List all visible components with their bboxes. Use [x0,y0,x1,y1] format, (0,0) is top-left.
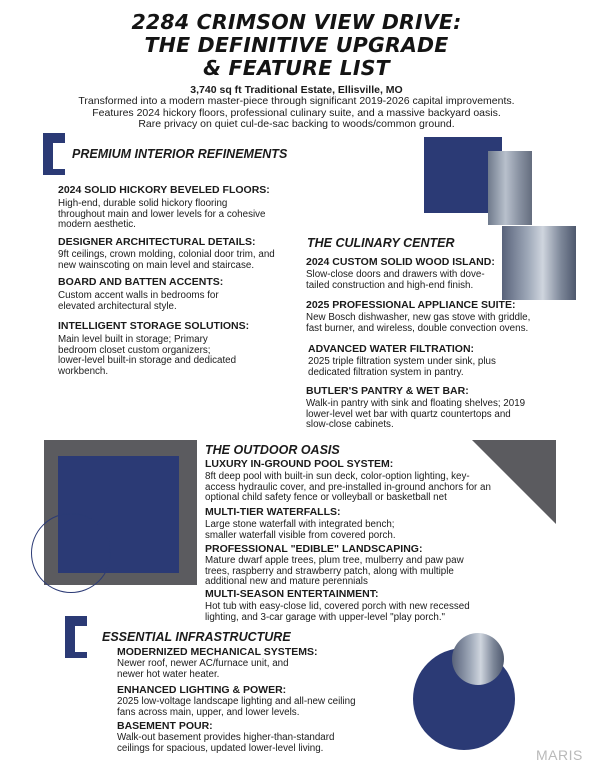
outdoor-item-entertainment [205,588,515,623]
culinary-item-island [306,256,546,291]
infrastructure-item-text: 2025 low-voltage landscape lighting and all-new ceiling fans across main, upper, and lower levels. [117,696,356,718]
interior-item-text: Custom accent walls in bedrooms for elevated architectural style. [58,290,219,312]
outdoor-item-text: Large stone waterfall with integrated bench; smaller waterfall visible from covered porch. [205,519,396,541]
outdoor-item-text: 8ft deep pool with built-in sun deck, color-option lighting, key- access hydraulic cover, and pre-installed in-ground anchors for an optional child safety fence or volleyball or basketball net [205,471,491,504]
interior-item-floors [58,184,308,231]
culinary-steel-bar [488,151,532,225]
intro-line-3: Rare privacy on quiet cul-de-sac backing to woods/common ground. [138,118,455,130]
interior-item-heading: DESIGNER ARCHITECTURAL DETAILS: [58,236,256,248]
infrastructure-item-heading: ENHANCED LIGHTING & POWER: [117,684,287,696]
infrastructure-item-heading: MODERNIZED MECHANICAL SYSTEMS: [117,646,318,658]
culinary-item-appliances [306,299,566,334]
outdoor-item-pool [205,458,525,504]
culinary-item-text: New Bosch dishwasher, new gas stove with griddle, fast burner, and wireless, double convection ovens. [306,312,531,334]
infrastructure-item-text: Newer roof, newer AC/furnace unit, and newer hot water heater. [117,658,289,680]
intro-line-1: Transformed into a modern master-piece through significant 2019-2026 capital improvements. [78,95,515,107]
interior-item-architectural [58,236,308,271]
culinary-item-heading: 2025 PROFESSIONAL APPLIANCE SUITE: [306,299,516,311]
infrastructure-item-basement [117,720,387,754]
infrastructure-item-text: Walk-out basement provides higher-than-standard ceilings for spacious, updated lower-level living. [117,732,335,754]
interior-item-text: Main level built in storage; Primary bedroom closet custom organizers; lower-level built-in storage and dedicated workbench. [58,334,237,377]
culinary-item-heading: ADVANCED WATER FILTRATION: [308,343,475,355]
infrastructure-item-lighting [117,684,387,718]
page-title-line-1: 2284 CRIMSON VIEW DRIVE: [131,10,462,34]
interior-item-heading: BOARD AND BATTEN ACCENTS: [58,276,224,288]
outdoor-item-landscaping [205,543,505,588]
interior-item-storage [58,320,308,377]
culinary-item-pantry [306,385,566,431]
interior-item-heading: 2024 SOLID HICKORY BEVELED FLOORS: [58,184,270,196]
maris-watermark: MARIS [536,747,583,763]
interior-item-batten [58,276,308,312]
outdoor-item-waterfalls [205,506,505,541]
interior-item-heading: INTELLIGENT STORAGE SOLUTIONS: [58,320,250,332]
culinary-item-text: 2025 triple filtration system under sink, plus dedicated filtration system in pantry. [308,356,496,378]
culinary-item-text: Walk-in pantry with sink and floating shelves; 2019 lower-level wet bar with quartz countertops and slow-close cabinets. [306,398,526,431]
interior-item-text: 9ft ceilings, crown molding, colonial door trim, and new wainscoting on main level and staircase. [58,249,275,271]
outdoor-item-heading: MULTI-SEASON ENTERTAINMENT: [205,588,379,600]
interior-accent-notch [53,143,67,169]
culinary-item-heading: BUTLER'S PANTRY & WET BAR: [306,385,469,397]
interior-section-title: PREMIUM INTERIOR REFINEMENTS [72,147,288,161]
culinary-item-filtration [308,343,558,378]
culinary-item-text: Slow-close doors and drawers with dove- tailed construction and high-end finish. [306,269,485,291]
culinary-item-heading: 2024 CUSTOM SOLID WOOD ISLAND: [306,256,495,268]
infrastructure-item-heading: BASEMENT POUR: [117,720,213,732]
outdoor-item-heading: LUXURY IN-GROUND POOL SYSTEM: [205,458,394,470]
outdoor-section-title: THE OUTDOOR OASIS [205,443,340,457]
page-title-line-3: & FEATURE LIST [203,56,390,80]
intro-line-2: Features 2024 hickory floors, professional culinary suite, and a massive backyard oasis. [92,106,501,119]
outdoor-item-heading: MULTI-TIER WATERFALLS: [205,506,341,518]
page-subtitle: 3,740 sq ft Traditional Estate, Ellisville, MO [190,84,403,96]
infrastructure-steel-circle [452,633,504,685]
infrastructure-item-mechanical [117,646,387,680]
interior-item-text: High-end, durable solid hickory flooring throughout main and lower levels for a cohesive modern aesthetic. [58,198,266,231]
culinary-section-title: THE CULINARY CENTER [307,236,455,250]
outdoor-outline-circle [31,513,111,593]
page-title-line-2: THE DEFINITIVE UPGRADE [144,33,449,57]
outdoor-item-heading: PROFESSIONAL "EDIBLE" LANDSCAPING: [205,543,423,555]
outdoor-item-text: Mature dwarf apple trees, plum tree, mulberry and paw paw trees, raspberry and strawberry patch, along with multiple additional new and mature perennials [205,555,464,588]
infrastructure-accent-notch [75,626,89,652]
infrastructure-section-title: ESSENTIAL INFRASTRUCTURE [102,630,291,644]
outdoor-item-text: Hot tub with easy-close lid, covered porch with new recessed lighting, and 3-car garage with upper-level "play porch." [205,601,470,623]
